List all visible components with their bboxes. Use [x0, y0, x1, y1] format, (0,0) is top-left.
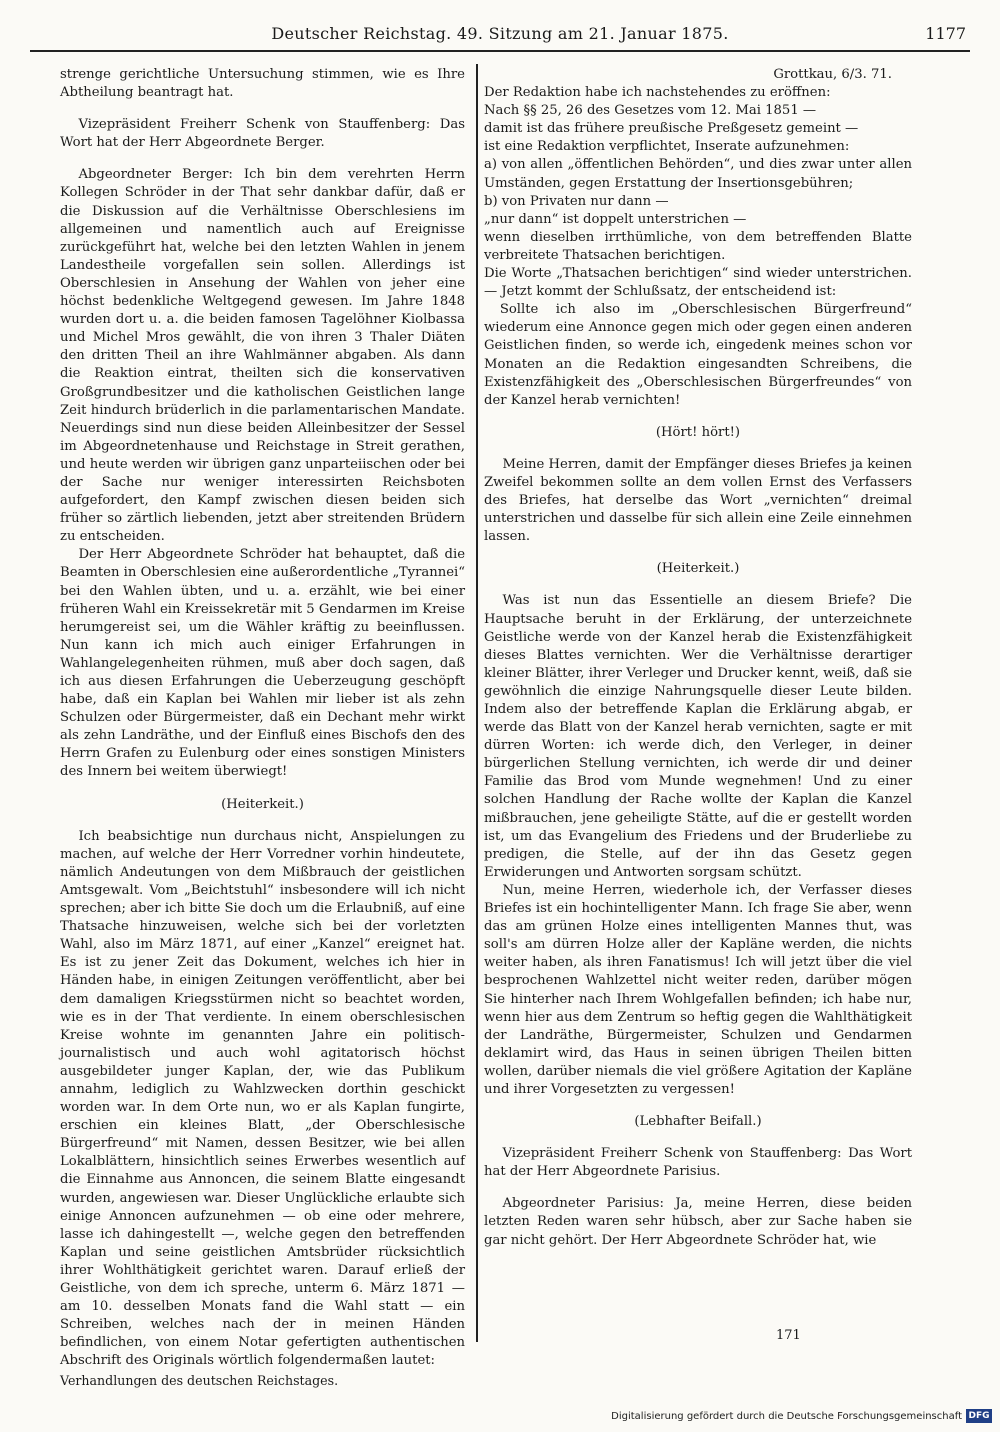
letter-dateline: Grottkau, 6/3. 71.	[773, 67, 892, 82]
paragraph: strenge gerichtliche Untersuchung stimmen, wie es Ihre Abtheilung beantragt hat.	[60, 67, 465, 101]
remark-line: Die Worte „Thatsachen berichtigen“ sind wieder unterstrichen. — Jetzt kommt der Schlußsatz, der entscheidend ist:	[484, 266, 912, 300]
letter-quote: Sollte ich also im „Oberschlesischen Bürgerfreund“ wiederum eine Annonce gegen mich oder gegen einen anderen Geistlichen finden, so werde ich, eingedenk meines schon vor Monaten an die Redaktion eingesandten Schreibens, die Existenzfähigkeit des „Oberschlesischen Bürgerfreundes“ von der Kanzel herab vernichten!	[484, 302, 912, 408]
sheet-number: 171	[776, 1328, 801, 1343]
interjection: (Heiterkeit.)	[221, 796, 304, 812]
digitization-credit	[611, 1409, 992, 1423]
left-column	[60, 66, 465, 1391]
letter-line: wenn dieselben irrthümliche, von dem betreffenden Blatte verbreitete Thatsachen berichtigen.	[484, 229, 912, 263]
header-rule	[30, 50, 970, 52]
interjection: (Lebhafter Beifall.)	[634, 1114, 762, 1130]
interjection: (Heiterkeit.)	[656, 561, 740, 577]
column-divider	[476, 64, 478, 1342]
speaker-paragraph: Vizepräsident Freiherr Schenk von Stauffenberg: Das Wort hat der Herr Abgeordnete Berger.	[60, 117, 465, 151]
letter-line: Der Redaktion habe ich nachstehendes zu eröffnen:	[484, 85, 831, 101]
running-title: Deutscher Reichstag. 49. Sitzung am 21. Januar 1875.	[271, 24, 729, 43]
right-column	[484, 66, 912, 1250]
remark-line: damit ist das frühere preußische Preßgesetz gemeint —	[484, 121, 859, 137]
letter-line: Nach §§ 25, 26 des Gesetzes vom 12. Mai 1851 —	[484, 103, 817, 119]
dfg-logo: DFG	[966, 1409, 992, 1423]
letter-item-a: a) von allen „öffentlichen Behörden“, und dies zwar unter allen Umständen, gegen Erstattung der Insertionsgebühren;	[484, 157, 912, 191]
page-header	[30, 24, 970, 48]
speaker-paragraph: Vizepräsident Freiherr Schenk von Stauffenberg: Das Wort hat der Herr Abgeordnete Parisius.	[484, 1146, 912, 1180]
remark-line: „nur dann“ ist doppelt unterstrichen —	[484, 211, 747, 227]
speech-paragraph: Der Herr Abgeordnete Schröder hat behauptet, daß die Beamten in Oberschlesien eine außerordentliche „Tyrannei“ bei den Wahlen übten, und u. a. erzählt, wie bei einer früheren Wahl ein Kreissekretär mit 5 Gendarmen im Kreise herumgereist sei, um die Wähler kräftig zu beeinflussen. Nun kann ich mich auch einiger Erfahrungen in Wahlangelegenheiten rühmen, muß aber doch sagen, daß ich aus diesen Erfahrungen die Ueberzeugung geschöpft habe, daß ein Kaplan bei Wahlen mir lieber ist als zehn Schulzen oder Bürgermeister, daß ein Dechant mehr wirkt als zehn Landräthe, und der Einfluß eines Bischofs den des Herrn Grafen zu Eulenburg oder eines sonstigen Ministers des Innern bei weitem überwiegt!	[60, 547, 465, 780]
speech-paragraph: Meine Herren, damit der Empfänger dieses Briefes ja keinen Zweifel bekommen sollte an dem vollen Ernst des Verfassers des Briefes, hat derselbe das Wort „vernichten“ dreimal unterstrichen und dasselbe für sich allein eine Zeile einnehmen lassen.	[484, 456, 912, 545]
credit-text: Digitalisierung gefördert durch die Deutsche Forschungsgemeinschaft	[611, 1410, 962, 1422]
speech-paragraph: Ich beabsichtige nun durchaus nicht, Anspielungen zu machen, auf welche der Herr Vorredner vorhin hindeutete, nämlich Andeutungen von dem Mißbrauch der geistlichen Amtsgewalt. Vom „Beichtstuhl“ insbesondere will ich nicht sprechen; aber ich bitte Sie doch um die Erlaubniß, auf eine Thatsache hinzuweisen, welche sich bei der vorletzten Wahl, also im März 1871, auf einer „Kanzel“ ereignet hat. Es ist zu jener Zeit das Dokument, welches ich hier in Händen habe, in einigen Zeitungen veröffentlicht, aber bei dem damaligen Kriegsstürmen nicht so beachtet worden, wie es in der That verdiente. In einem oberschlesischen Kreise wohnte im genannten Jahre ein politisch-journalistisch und auch wohl agitatorisch höchst ausgebildeter junger Kaplan, der, wie das Publikum annahm, lediglich zu Wahlzwecken dorthin geschickt worden war. In dem Orte nun, wo er als Kaplan fungirte, erschien ein kleines Blatt, „der Oberschlesische Bürgerfreund“ mit Namen, dessen Besitzer, wie bei allen Lokalblättern, hinsichtlich seines Erwerbes wesentlich auf die Einnahme aus Annoncen, die seinem Blatte eingesandt wurden, angewiesen war. Dieser Unglückliche erlaubte sich einige Annoncen aufzunehmen — ob eine oder mehrere, lasse ich dahingestellt —, welche gegen den betreffenden Kaplan und seine geistlichen Amtsbrüder rücksichtlich ihrer Wohlthätigkeit gerichtet waren. Darauf erließ der Geistliche, von dem ich spreche, unterm 6. März 1871 — am 10. desselben Monats fand die Wahl statt — ein Schreiben, welches nach der in meinen Händen befindlichen, von einem Notar gefertigten authentischen Abschrift des Originals wörtlich folgendermaßen lautet:	[60, 828, 465, 1369]
speech-paragraph: Abgeordneter Berger: Ich bin dem verehrten Herrn Kollegen Schröder in der That sehr dankbar dafür, daß er die Diskussion auf die Verhältnisse Oberschlesiens im allgemeinen und namentlich auch auf Ereignisse zurückgeführt hat, welche bei den letzten Wahlen in jenem Landestheile vorgefallen sein sollen. Allerdings ist Oberschlesien in Ansehung der Wahlen von jeher eine höchst bedenkliche Weltgegend gewesen. Im Jahre 1848 wurden dort u. a. die beiden famosen Tagelöhner Kiolbassa und Michel Mros gewählt, die von ihren 3 Thaler Diäten den dritten Theil an ihre Wahlmänner abgaben. Als dann die Reaktion eintrat, theilten sich die konservativen Großgrundbesitzer und die katholischen Geistlichen lange Zeit hindurch brüderlich in die parlamentarischen Mandate. Neuerdings sind nun diese beiden Alleinbesitzer der Sessel im Abgeordnetenhause und Reichstage in Streit gerathen, und heute werden wir übrigen ganz unparteiischen oder bei der Sache nur weniger interessirten Reichsboten aufgefordert, den Kampf zwischen diesen beiden sich früher so zärtlich liebenden, jetzt aber streitenden Brüdern zu entscheiden.	[60, 167, 465, 545]
interjection: (Hört! hört!)	[655, 424, 741, 440]
letter-item-b: b) von Privaten nur dann —	[484, 193, 669, 209]
speech-paragraph: Nun, meine Herren, wiederhole ich, der Verfasser dieses Briefes ist ein hochintelligenter Mann. Ich frage Sie aber, wenn das am grünen Holze eines intelligenten Mannes thut, was soll's am dürren Holze aller der Kapläne werden, die nichts weiter haben, als ihren Fanatismus! Ich will jetzt über die viel besprochenen Wahlzettel nicht weiter reden, darüber mögen Sie hinterher nach Ihrem Wohlgefallen befinden; ich habe nur, wenn hier aus dem Zentrum so heftig gegen die Wahlthätigkeit der Landräthe, Bürgermeister, Schulzen und Gendarmen deklamirt wird, das Haus in seinen übrigen Theilen bitten wollen, darüber niemals die viel größere Agitation der Kapläne und ihrer Vorgesetzten zu vergessen!	[484, 882, 912, 1097]
publication-footer: Verhandlungen des deutschen Reichstages.	[60, 1373, 339, 1389]
page-number: 1177	[925, 24, 966, 43]
letter-line: ist eine Redaktion verpflichtet, Inserate aufzunehmen:	[484, 139, 850, 155]
speech-paragraph: Abgeordneter Parisius: Ja, meine Herren, diese beiden letzten Reden waren sehr hübsch, aber zur Sache haben sie gar nicht gehört. Der Herr Abgeordnete Schröder hat, wie	[484, 1196, 912, 1248]
speech-paragraph: Was ist nun das Essentielle an diesem Briefe? Die Hauptsache beruht in der Erklärung, der unterzeichnete Geistliche werde von der Kanzel herab die Existenzfähigkeit dieses Blattes vernichten. Wer die Verhältnisse derartiger kleiner Blätter, ihrer Verleger und Drucker kennt, weiß, daß sie gewöhnlich die einzige Nahrungsquelle dieser Leute bilden. Indem also der betreffende Kaplan die Erklärung abgab, er werde das Blatt von der Kanzel herab vernichten, sagte er mit dürren Worten: ich werde dich, den Verleger, in deiner bürgerlichen Stellung vernichten, ich werde dir und deiner Familie das Brod vom Munde wegnehmen! Und zu einer solchen Handlung der Rache wollte der Kaplan die Kanzel mißbrauchen, jene geheiligte Stätte, auf die er gestellt worden ist, um das Evangelium des Friedens und der Bruderliebe zu predigen, die Stelle, auf der ihn das Gesetz gegen Erwiderungen und Antworten sorgsam schützt.	[484, 593, 912, 880]
